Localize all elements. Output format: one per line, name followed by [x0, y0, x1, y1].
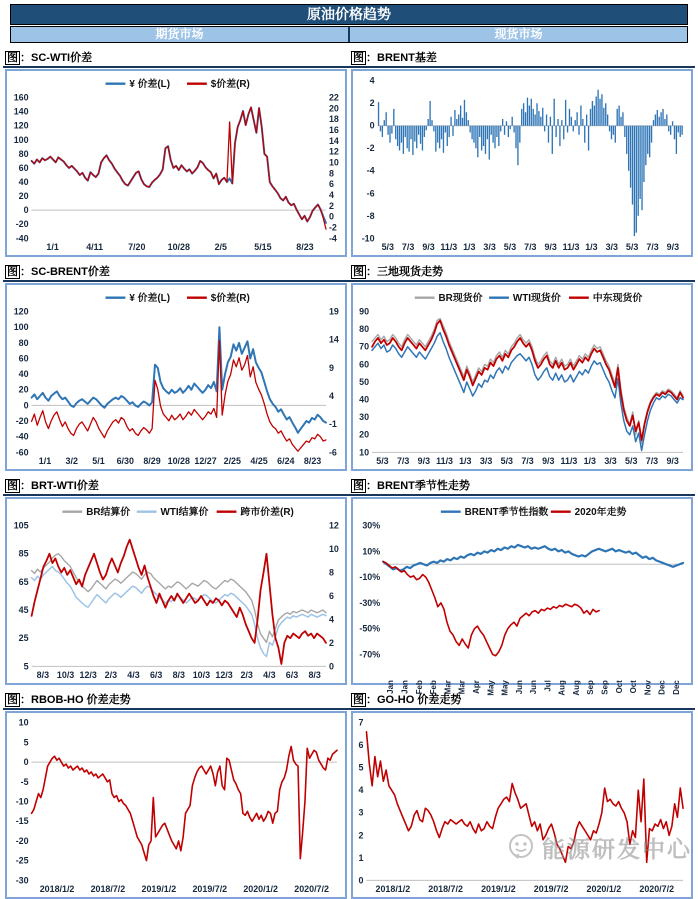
svg-text:Jan: Jan [386, 680, 396, 694]
svg-text:1/3: 1/3 [583, 456, 596, 467]
svg-text:20: 20 [328, 103, 339, 114]
svg-text:0: 0 [23, 400, 29, 411]
svg-text:11/3: 11/3 [560, 456, 578, 467]
svg-text:4/3: 4/3 [263, 670, 276, 681]
svg-text:0: 0 [328, 661, 334, 672]
svg-text:12/27: 12/27 [194, 456, 217, 467]
chart-cell-rbob-ho [3, 685, 349, 899]
svg-text:12: 12 [328, 146, 339, 157]
svg-text:5/3: 5/3 [625, 456, 638, 467]
three-region-spot-chart [353, 285, 691, 469]
chart-title: 图 ：GO-HO 价差走势 [349, 690, 695, 710]
svg-text:3/2: 3/2 [65, 456, 78, 467]
svg-text:4: 4 [358, 785, 364, 796]
svg-text:-4: -4 [366, 165, 375, 176]
svg-text:8/3: 8/3 [308, 670, 321, 681]
chart-cell-sc-wti [3, 43, 349, 257]
svg-text:-70%: -70% [359, 649, 381, 660]
chart-title: 图 ：BRENT基差 [349, 48, 695, 68]
svg-text:2019/1/2: 2019/1/2 [141, 884, 177, 895]
svg-text:-30: -30 [15, 875, 29, 886]
svg-text:-5: -5 [20, 776, 29, 787]
svg-text:5/3: 5/3 [381, 242, 394, 253]
svg-text:-10: -10 [361, 233, 375, 244]
svg-text:9/3: 9/3 [666, 456, 679, 467]
svg-text:BR结算价: BR结算价 [86, 507, 131, 519]
brent-basis-chart [353, 71, 691, 255]
svg-text:8/29: 8/29 [143, 456, 161, 467]
svg-text:-25: -25 [15, 855, 29, 866]
svg-text:2019/7/2: 2019/7/2 [533, 884, 569, 895]
svg-text:5/3: 5/3 [503, 242, 517, 253]
svg-text:12/3: 12/3 [79, 670, 97, 681]
svg-text:6/30: 6/30 [116, 456, 134, 467]
svg-text:BRENT季节性指数: BRENT季节性指数 [464, 507, 549, 519]
svg-text:100: 100 [13, 322, 29, 333]
svg-text:60: 60 [359, 359, 370, 370]
chart-box [5, 69, 347, 257]
svg-text:105: 105 [13, 520, 29, 531]
figure-tag: 图 [7, 694, 18, 706]
svg-text:2018/1/2: 2018/1/2 [39, 884, 75, 895]
svg-text:140: 140 [13, 106, 29, 117]
svg-text:6: 6 [328, 179, 334, 190]
svg-text:4: 4 [328, 391, 334, 402]
svg-text:中东现货价: 中东现货价 [592, 293, 643, 305]
svg-text:4/11: 4/11 [86, 242, 104, 253]
svg-text:80: 80 [359, 324, 370, 335]
report-title: 原油价格趋势 [307, 6, 391, 22]
svg-text:80: 80 [18, 337, 29, 348]
sc-brent-chart [7, 285, 345, 469]
svg-text:2: 2 [358, 830, 364, 841]
svg-text:2018/7/2: 2018/7/2 [90, 884, 126, 895]
svg-text:16: 16 [328, 125, 339, 136]
svg-text:5: 5 [358, 762, 364, 773]
figure-tag: 图 [353, 694, 364, 706]
svg-text:25: 25 [18, 633, 29, 644]
figure-tag: 图 [7, 480, 18, 492]
svg-text:30%: 30% [362, 520, 381, 531]
svg-text:40: 40 [18, 369, 29, 380]
svg-text:0: 0 [328, 211, 334, 222]
svg-text:12/3: 12/3 [215, 670, 233, 681]
svg-text:9/3: 9/3 [542, 456, 555, 467]
svg-text:30: 30 [359, 412, 370, 423]
chart-box [5, 283, 347, 471]
svg-text:6/3: 6/3 [285, 670, 299, 681]
svg-text:Aug: Aug [571, 680, 581, 696]
svg-text:120: 120 [13, 120, 29, 131]
svg-text:-20: -20 [15, 416, 29, 427]
svg-text:5/3: 5/3 [500, 456, 514, 467]
go-ho-chart [353, 713, 691, 897]
svg-text:1/1: 1/1 [38, 456, 52, 467]
svg-text:May: May [500, 680, 510, 696]
svg-text:1/3: 1/3 [585, 242, 598, 253]
svg-text:8/23: 8/23 [296, 242, 314, 253]
svg-text:60: 60 [18, 353, 29, 364]
figure-tag: 图 [353, 480, 364, 492]
svg-text:1: 1 [358, 852, 364, 863]
svg-text:Jan: Jan [400, 680, 410, 694]
sc-wti-chart [7, 71, 345, 255]
svg-text:22: 22 [328, 92, 339, 103]
svg-text:5/3: 5/3 [376, 456, 389, 467]
svg-text:8: 8 [328, 168, 334, 179]
svg-text:-1: -1 [328, 419, 337, 430]
svg-text:85: 85 [18, 548, 29, 559]
svg-text:3: 3 [358, 807, 364, 818]
svg-text:10/3: 10/3 [192, 670, 211, 681]
svg-text:80: 80 [18, 148, 29, 159]
svg-text:-30%: -30% [359, 597, 381, 608]
svg-text:6: 6 [328, 590, 334, 601]
svg-text:2019/1/2: 2019/1/2 [481, 884, 516, 895]
svg-text:-60: -60 [15, 447, 29, 458]
chart-title: 图 ：SC-WTI价差 [3, 48, 349, 68]
svg-text:50: 50 [359, 376, 370, 387]
svg-text:4: 4 [328, 189, 334, 200]
svg-text:7/3: 7/3 [646, 242, 659, 253]
svg-text:9/3: 9/3 [422, 242, 435, 253]
svg-text:2: 2 [369, 98, 375, 109]
chart-title: 图 ：SC-BRENT价差 [3, 262, 349, 282]
svg-text:10%: 10% [362, 546, 381, 557]
svg-text:7/3: 7/3 [524, 242, 537, 253]
svg-text:2020/1/2: 2020/1/2 [243, 884, 278, 895]
svg-text:5/1: 5/1 [92, 456, 105, 467]
svg-text:2020/7/2: 2020/7/2 [294, 884, 329, 895]
svg-text:1/1: 1/1 [46, 242, 59, 253]
svg-text:-20: -20 [15, 835, 29, 846]
chart-title: 图 ：RBOB-HO 价差走势 [3, 690, 349, 710]
svg-text:45: 45 [18, 605, 29, 616]
svg-text:10: 10 [18, 717, 29, 728]
svg-text:20: 20 [18, 384, 29, 395]
chart-title: 图 ：BRENT季节性走势 [349, 476, 695, 496]
svg-text:60: 60 [18, 162, 29, 173]
svg-text:14: 14 [328, 135, 339, 146]
chart-box [351, 711, 693, 899]
svg-text:100: 100 [13, 134, 29, 145]
svg-text:2/5: 2/5 [214, 242, 227, 253]
svg-text:120: 120 [13, 306, 29, 317]
chart-cell-brt-wti [3, 471, 349, 685]
svg-text:7: 7 [358, 717, 364, 728]
watermark-text: 能源研发中心 [542, 836, 692, 862]
svg-text:$价差(R): $价差(R) [210, 293, 250, 305]
svg-text:2020年走势: 2020年走势 [574, 507, 627, 519]
svg-text:¥ 价差(L): ¥ 价差(L) [129, 293, 171, 305]
svg-text:19: 19 [328, 306, 339, 317]
svg-text:0: 0 [23, 205, 29, 216]
svg-text:7/3: 7/3 [401, 242, 415, 253]
svg-text:2020/7/2: 2020/7/2 [639, 884, 675, 895]
chart-cell-go-ho [349, 685, 695, 899]
figure-tag: 图 [353, 266, 364, 278]
rbob-ho-chart [7, 713, 345, 897]
svg-text:3/3: 3/3 [479, 456, 493, 467]
svg-text:4/25: 4/25 [250, 456, 268, 467]
svg-text:Sep: Sep [600, 680, 610, 695]
svg-text:-20: -20 [15, 219, 29, 230]
svg-text:10/28: 10/28 [167, 242, 190, 253]
svg-text:160: 160 [13, 92, 29, 103]
svg-text:-2: -2 [328, 222, 337, 233]
svg-text:10: 10 [359, 447, 370, 458]
svg-text:5/15: 5/15 [254, 242, 272, 253]
svg-text:10: 10 [328, 157, 339, 168]
svg-text:2: 2 [328, 637, 334, 648]
svg-text:10: 10 [328, 544, 339, 555]
svg-text:8: 8 [328, 567, 334, 578]
svg-text:18: 18 [328, 114, 339, 125]
svg-text:Jun: Jun [514, 680, 524, 695]
svg-text:4/3: 4/3 [127, 670, 140, 681]
svg-text:0: 0 [369, 120, 375, 131]
svg-text:90: 90 [359, 306, 370, 317]
svg-text:11/3: 11/3 [562, 242, 580, 253]
svg-text:9/3: 9/3 [544, 242, 557, 253]
figure-tag: 图 [353, 52, 364, 64]
svg-text:8/3: 8/3 [36, 670, 50, 681]
svg-text:65: 65 [18, 576, 29, 587]
svg-text:Aug: Aug [557, 680, 567, 696]
svg-text:6: 6 [358, 740, 364, 751]
svg-text:-40: -40 [15, 233, 29, 244]
chart-box [5, 711, 347, 899]
report-page [0, 4, 698, 895]
chart-box [351, 283, 693, 471]
svg-text:¥ 价差(L): ¥ 价差(L) [129, 79, 171, 91]
svg-text:2018/1/2: 2018/1/2 [375, 884, 411, 895]
brt-wti-chart [7, 499, 345, 683]
svg-text:-10%: -10% [359, 572, 381, 583]
svg-text:2/3: 2/3 [240, 670, 253, 681]
svg-text:3/3: 3/3 [605, 242, 618, 253]
chart-grid [3, 43, 695, 899]
svg-text:10/28: 10/28 [167, 456, 190, 467]
svg-text:WTI现货价: WTI现货价 [512, 293, 561, 305]
chart-cell-brent-basis [349, 43, 695, 257]
chart-box [351, 69, 693, 257]
svg-text:-8: -8 [366, 210, 375, 221]
chart-title: 图 ：三地现货走势 [349, 262, 695, 282]
svg-text:Dec: Dec [657, 680, 667, 695]
svg-text:2/3: 2/3 [104, 670, 118, 681]
svg-text:0: 0 [358, 875, 364, 886]
svg-text:20: 20 [359, 429, 370, 440]
svg-text:$价差(R): $价差(R) [210, 79, 250, 91]
svg-text:-40: -40 [15, 431, 29, 442]
svg-text:Nov: Nov [643, 680, 653, 696]
svg-text:-50%: -50% [359, 623, 381, 634]
svg-text:-6: -6 [366, 188, 375, 199]
svg-text:6/24: 6/24 [277, 456, 295, 467]
svg-text:Jul: Jul [543, 680, 553, 692]
svg-text:1/3: 1/3 [463, 242, 476, 253]
svg-text:11/3: 11/3 [436, 456, 454, 467]
figure-tag: 图 [7, 266, 18, 278]
svg-text:70: 70 [359, 341, 370, 352]
brent-seasonal-chart [353, 499, 691, 696]
column-header-spot: 现货市场 [350, 27, 687, 42]
svg-text:2018/7/2: 2018/7/2 [428, 884, 463, 895]
svg-text:-4: -4 [328, 233, 337, 244]
svg-text:2/25: 2/25 [223, 456, 241, 467]
column-header-futures: 期货市场 [11, 27, 350, 42]
svg-text:BR现货价: BR现货价 [438, 293, 483, 305]
svg-text:2: 2 [328, 200, 334, 211]
svg-text:3/3: 3/3 [604, 456, 617, 467]
svg-text:7/3: 7/3 [645, 456, 659, 467]
svg-text:Sep: Sep [586, 680, 596, 695]
svg-text:2020/1/2: 2020/1/2 [586, 884, 622, 895]
chart-box [5, 497, 347, 685]
svg-text:10/3: 10/3 [56, 670, 75, 681]
svg-text:跨市价差(R): 跨市价差(R) [240, 507, 294, 519]
chart-cell-three-region-spot [349, 257, 695, 471]
svg-text:3/3: 3/3 [483, 242, 496, 253]
svg-text:0: 0 [23, 757, 29, 768]
svg-text:Mar: Mar [457, 680, 467, 695]
svg-text:-2: -2 [366, 143, 375, 154]
svg-text:WTI结算价: WTI结算价 [160, 507, 209, 519]
svg-text:2019/7/2: 2019/7/2 [192, 884, 228, 895]
svg-text:9/3: 9/3 [417, 456, 431, 467]
svg-text:-10: -10 [15, 796, 29, 807]
svg-text:4: 4 [328, 614, 334, 625]
svg-text:8/23: 8/23 [303, 456, 322, 467]
svg-text:1/3: 1/3 [459, 456, 472, 467]
svg-text:9: 9 [328, 362, 334, 373]
chart-cell-sc-brent [3, 257, 349, 471]
svg-text:5/3: 5/3 [625, 242, 639, 253]
chart-box [351, 497, 693, 696]
svg-text:7/20: 7/20 [128, 242, 146, 253]
svg-text:20: 20 [18, 191, 29, 202]
svg-text:8/3: 8/3 [172, 670, 185, 681]
svg-text:Dec: Dec [671, 680, 681, 695]
svg-text:6/3: 6/3 [149, 670, 163, 681]
svg-text:5: 5 [23, 661, 29, 672]
svg-text:40: 40 [18, 177, 29, 188]
svg-text:Mar: Mar [443, 680, 453, 695]
svg-text:-15: -15 [15, 816, 29, 827]
svg-text:Apr: Apr [471, 680, 481, 694]
svg-text:Jun: Jun [529, 680, 539, 695]
svg-text:9/3: 9/3 [666, 242, 680, 253]
svg-text:11/3: 11/3 [440, 242, 458, 253]
svg-text:4: 4 [369, 75, 375, 86]
svg-text:40: 40 [359, 394, 370, 405]
figure-tag: 图 [7, 52, 18, 64]
chart-title: 图 ：BRT-WTI价差 [3, 476, 349, 496]
svg-text:Oct: Oct [614, 680, 624, 694]
svg-text:7/3: 7/3 [521, 456, 534, 467]
svg-text:-6: -6 [328, 447, 337, 458]
svg-text:May: May [486, 680, 496, 696]
svg-text:7/3: 7/3 [396, 456, 410, 467]
report-title-bar [10, 4, 688, 25]
svg-text:5: 5 [23, 737, 29, 748]
svg-text:Feb: Feb [414, 680, 424, 695]
svg-text:Oct: Oct [629, 680, 639, 694]
svg-text:14: 14 [328, 334, 339, 345]
market-header-row [10, 26, 688, 43]
svg-text:12: 12 [328, 520, 339, 531]
chart-cell-brent-seasonal [349, 471, 695, 696]
svg-text:Feb: Feb [429, 680, 439, 695]
